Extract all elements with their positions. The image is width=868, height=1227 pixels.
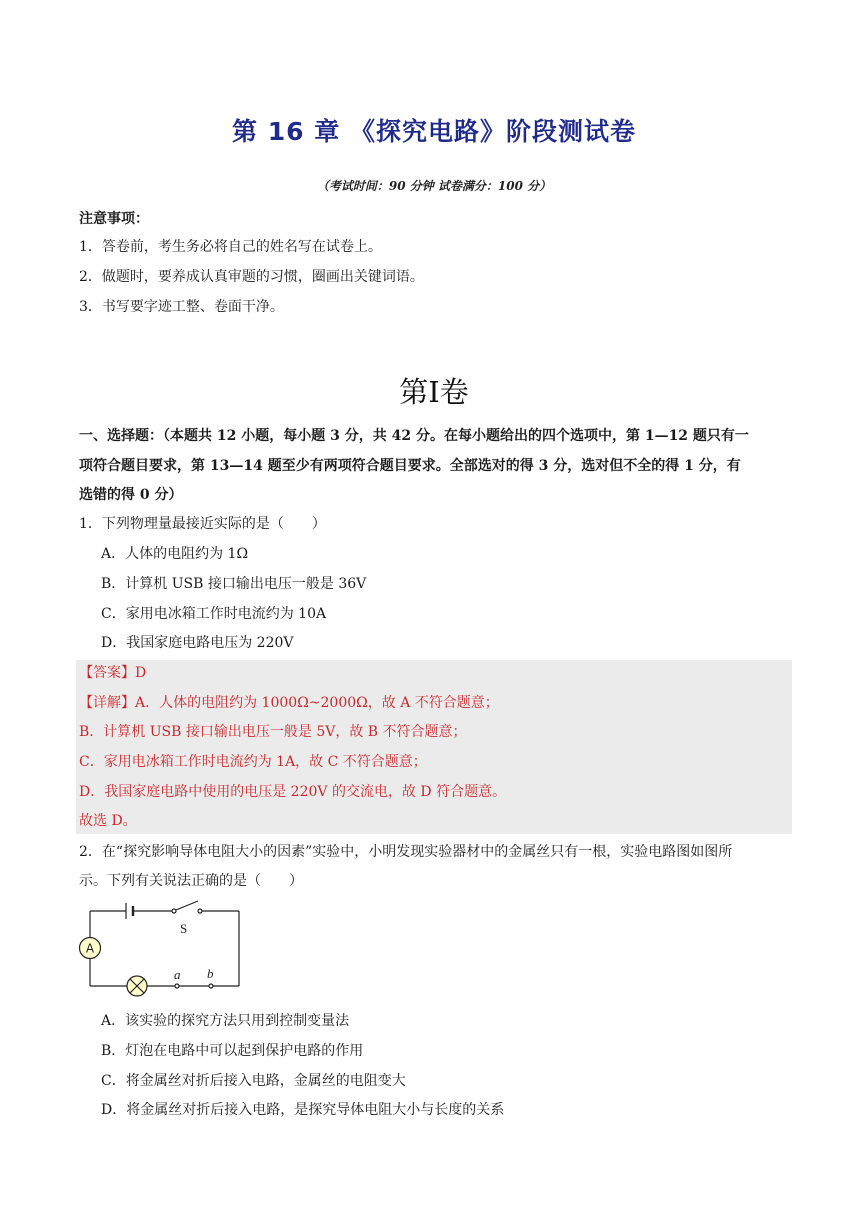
- switch-blade: [176, 901, 198, 910]
- question-1-option-c: C．家用电冰箱工作时电流约为 10A: [101, 606, 327, 622]
- section-instructions: 一、选择题：（本题共 12 小题，每小题 3 分，共 42 分。在每小题给出的四个选项中，第 1—12 题只有一: [79, 428, 749, 444]
- point-b-label: b: [207, 966, 214, 981]
- notice-item: 2．做题时，要养成认真审题的习惯，圈画出关键词语。: [79, 269, 424, 285]
- question-1-stem: 1．下列物理量最接近实际的是（ ）: [79, 516, 326, 532]
- answer-line: [79, 662, 146, 682]
- answer-tag: 【答案】: [79, 665, 135, 681]
- switch-label: S: [180, 921, 188, 936]
- notice-heading: 注意事项：: [79, 211, 149, 227]
- question-2-stem: 示。下列有关说法正确的是（ ）: [79, 873, 303, 889]
- section-instructions: 项符合题目要求，第 13—14 题至少有两项符合题目要求。全部选对的得 3 分，选对但不全的得 1 分，有: [79, 458, 741, 474]
- question-2-option-d: D．将金属丝对折后接入电路，是探究导体电阻大小与长度的关系: [101, 1102, 505, 1118]
- point-b-dot: [209, 984, 213, 988]
- detail-line: C．家用电冰箱工作时电流约为 1A，故 C 不符合题意；: [79, 754, 427, 770]
- notice-item: 3．书写要字迹工整、卷面干净。: [79, 299, 284, 315]
- exam-info: （考试时间：90 分钟 试卷满分：100 分）: [316, 179, 552, 193]
- circuit-diagram: [76, 893, 252, 1001]
- detail-line: D．我国家庭电路中使用的电压是 220V 的交流电，故 D 符合题意。: [79, 784, 507, 800]
- question-2-option-b: B．灯泡在电路中可以起到保护电路的作用: [101, 1043, 364, 1059]
- notice-item: 1．答卷前，考生务必将自己的姓名写在试卷上。: [79, 239, 382, 255]
- question-1-option-b: B．计算机 USB 接口输出电压一般是 36V: [101, 576, 367, 592]
- answer-box: [76, 660, 792, 834]
- ammeter-label: A: [85, 941, 95, 956]
- volume-title: 第I卷: [399, 375, 469, 409]
- detail-tag: 【详解】: [79, 695, 135, 711]
- page-title: 第 16 章 《探究电路》阶段测试卷: [232, 117, 636, 146]
- point-a-label: a: [174, 967, 181, 982]
- point-a-dot: [175, 984, 179, 988]
- switch-pivot: [172, 909, 176, 913]
- switch-contact: [198, 909, 202, 913]
- question-2-option-a: A．该实验的探究方法只用到控制变量法: [101, 1013, 350, 1029]
- detail-text: A．人体的电阻约为 1000Ω~2000Ω，故 A 不符合题意；: [135, 695, 499, 711]
- question-2-stem: 2．在“探究影响导体电阻大小的因素”实验中，小明发现实验器材中的金属丝只有一根，实验电路图如图所: [79, 844, 733, 860]
- question-1-option-d: D．我国家庭电路电压为 220V: [101, 635, 294, 651]
- detail-line: B．计算机 USB 接口输出电压一般是 5V，故 B 不符合题意；: [79, 724, 467, 740]
- question-1-option-a: A．人体的电阻约为 1Ω: [101, 546, 249, 562]
- detail-line: [79, 692, 499, 712]
- answer-value: D: [135, 665, 147, 681]
- question-2-option-c: C．将金属丝对折后接入电路，金属丝的电阻变大: [101, 1073, 406, 1089]
- detail-conclusion: 故选 D。: [79, 813, 137, 829]
- section-instructions: 选错的得 0 分）: [79, 487, 183, 503]
